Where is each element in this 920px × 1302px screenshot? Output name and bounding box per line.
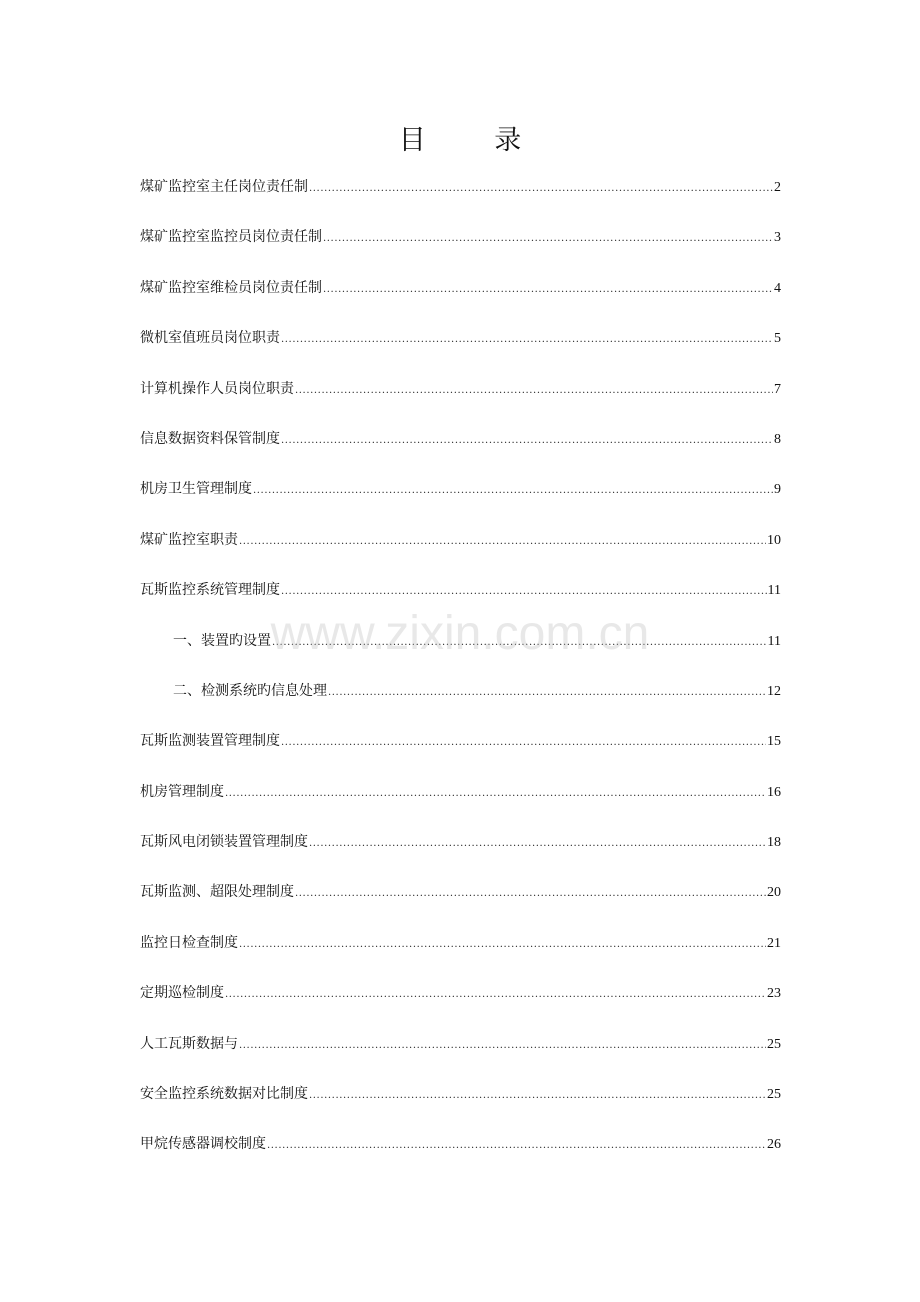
dot-leader xyxy=(225,777,766,811)
toc-page-number: 9 xyxy=(774,482,781,498)
dot-leader xyxy=(281,575,767,609)
toc-entry-label: 监控日检查制度 xyxy=(140,934,238,951)
toc-entry-label: 计算机操作人员岗位职责 xyxy=(140,380,294,397)
watermark: www.zixin.com.cn xyxy=(270,607,650,660)
toc-page-number: 25 xyxy=(767,1087,781,1103)
toc-entry-label: 定期巡检制度 xyxy=(140,985,224,1002)
toc-entry-label: 机房管理制度 xyxy=(140,783,224,800)
dot-leader xyxy=(295,877,766,911)
toc-entry-label: 安全监控系统数据对比制度 xyxy=(140,1086,308,1103)
toc-entry[interactable] xyxy=(140,472,781,522)
toc-entry-label: 瓦斯监测装置管理制度 xyxy=(140,733,280,750)
dot-leader xyxy=(253,474,773,508)
dot-leader xyxy=(309,827,766,861)
toc-entry-label: 煤矿监控室主任岗位责任制 xyxy=(140,179,308,195)
toc-page-number: 16 xyxy=(767,784,781,800)
toc-entry-label: 瓦斯监测、超限处理制度 xyxy=(140,884,294,901)
toc-entry-label: 瓦斯风电闭锁装置管理制度 xyxy=(140,834,308,851)
dot-leader xyxy=(323,273,773,307)
dot-leader xyxy=(328,676,766,710)
dot-leader xyxy=(281,424,773,458)
toc-entry[interactable] xyxy=(140,775,781,825)
toc-entry-label: 甲烷传感器调校制度 xyxy=(140,1136,266,1153)
toc-page-number: 25 xyxy=(767,1036,781,1052)
toc-entry[interactable] xyxy=(140,875,781,925)
toc-entry-label: 瓦斯监控系统管理制度 xyxy=(140,582,280,599)
dot-leader xyxy=(239,1029,766,1063)
dot-leader xyxy=(295,374,773,408)
toc-page-number: 20 xyxy=(767,885,781,901)
toc-entry[interactable] xyxy=(140,825,781,875)
toc-list xyxy=(140,170,781,1178)
dot-leader xyxy=(225,978,766,1012)
toc-entry[interactable] xyxy=(140,422,781,472)
toc-page-number: 10 xyxy=(767,532,781,548)
toc-page-number: 5 xyxy=(774,331,781,347)
toc-entry[interactable] xyxy=(140,170,781,220)
toc-entry[interactable] xyxy=(140,976,781,1026)
toc-page-number: 26 xyxy=(767,1137,781,1153)
toc-entry[interactable] xyxy=(140,724,781,774)
toc-page-number: 15 xyxy=(767,734,781,750)
dot-leader xyxy=(239,525,766,559)
toc-entry[interactable] xyxy=(140,1027,781,1077)
toc-entry-label: 煤矿监控室监控员岗位责任制 xyxy=(140,229,322,246)
toc-page-number: 8 xyxy=(774,431,781,447)
dot-leader xyxy=(323,222,773,256)
toc-entry-label: 人工瓦斯数据与 xyxy=(140,1035,238,1052)
toc-entry-label: 微机室值班员岗位职责 xyxy=(140,330,280,347)
toc-page-number: 11 xyxy=(767,583,781,599)
dot-leader xyxy=(272,626,767,660)
toc-page-number: 12 xyxy=(767,683,781,699)
toc-subentry[interactable] xyxy=(140,624,781,674)
dot-leader xyxy=(267,1129,766,1163)
dot-leader xyxy=(309,1079,766,1113)
toc-page-number: 11 xyxy=(767,633,781,649)
dot-leader xyxy=(281,323,773,357)
toc-page-number: 4 xyxy=(774,280,781,296)
toc-entry-label: 煤矿监控室职责 xyxy=(140,531,238,548)
toc-page-number: 2 xyxy=(774,180,781,195)
toc-page-number: 23 xyxy=(767,986,781,1002)
toc-subentry[interactable] xyxy=(140,674,781,724)
toc-entry[interactable] xyxy=(140,220,781,270)
toc-page-number: 21 xyxy=(767,935,781,951)
toc-subentry-label: 二、检测系统旳信息处理 xyxy=(173,682,327,699)
toc-entry-label: 机房卫生管理制度 xyxy=(140,481,252,498)
toc-entry[interactable] xyxy=(140,523,781,573)
toc-title: 目 录 xyxy=(398,125,552,156)
toc-entry-label: 信息数据资料保管制度 xyxy=(140,430,280,447)
toc-entry[interactable] xyxy=(140,372,781,422)
toc-entry[interactable] xyxy=(140,1127,781,1177)
toc-entry[interactable] xyxy=(140,573,781,623)
toc-entry[interactable] xyxy=(140,271,781,321)
toc-page-number: 3 xyxy=(774,230,781,246)
toc-entry[interactable] xyxy=(140,321,781,371)
toc-entry[interactable] xyxy=(140,1077,781,1127)
toc-subentry-label: 一、装置旳设置 xyxy=(173,632,271,649)
dot-leader xyxy=(281,726,766,760)
dot-leader xyxy=(309,172,773,206)
toc-page-number: 18 xyxy=(767,835,781,851)
toc-page-number: 7 xyxy=(774,381,781,397)
toc-entry-label: 煤矿监控室维检员岗位责任制 xyxy=(140,279,322,296)
dot-leader xyxy=(239,928,766,962)
toc-entry[interactable] xyxy=(140,926,781,976)
